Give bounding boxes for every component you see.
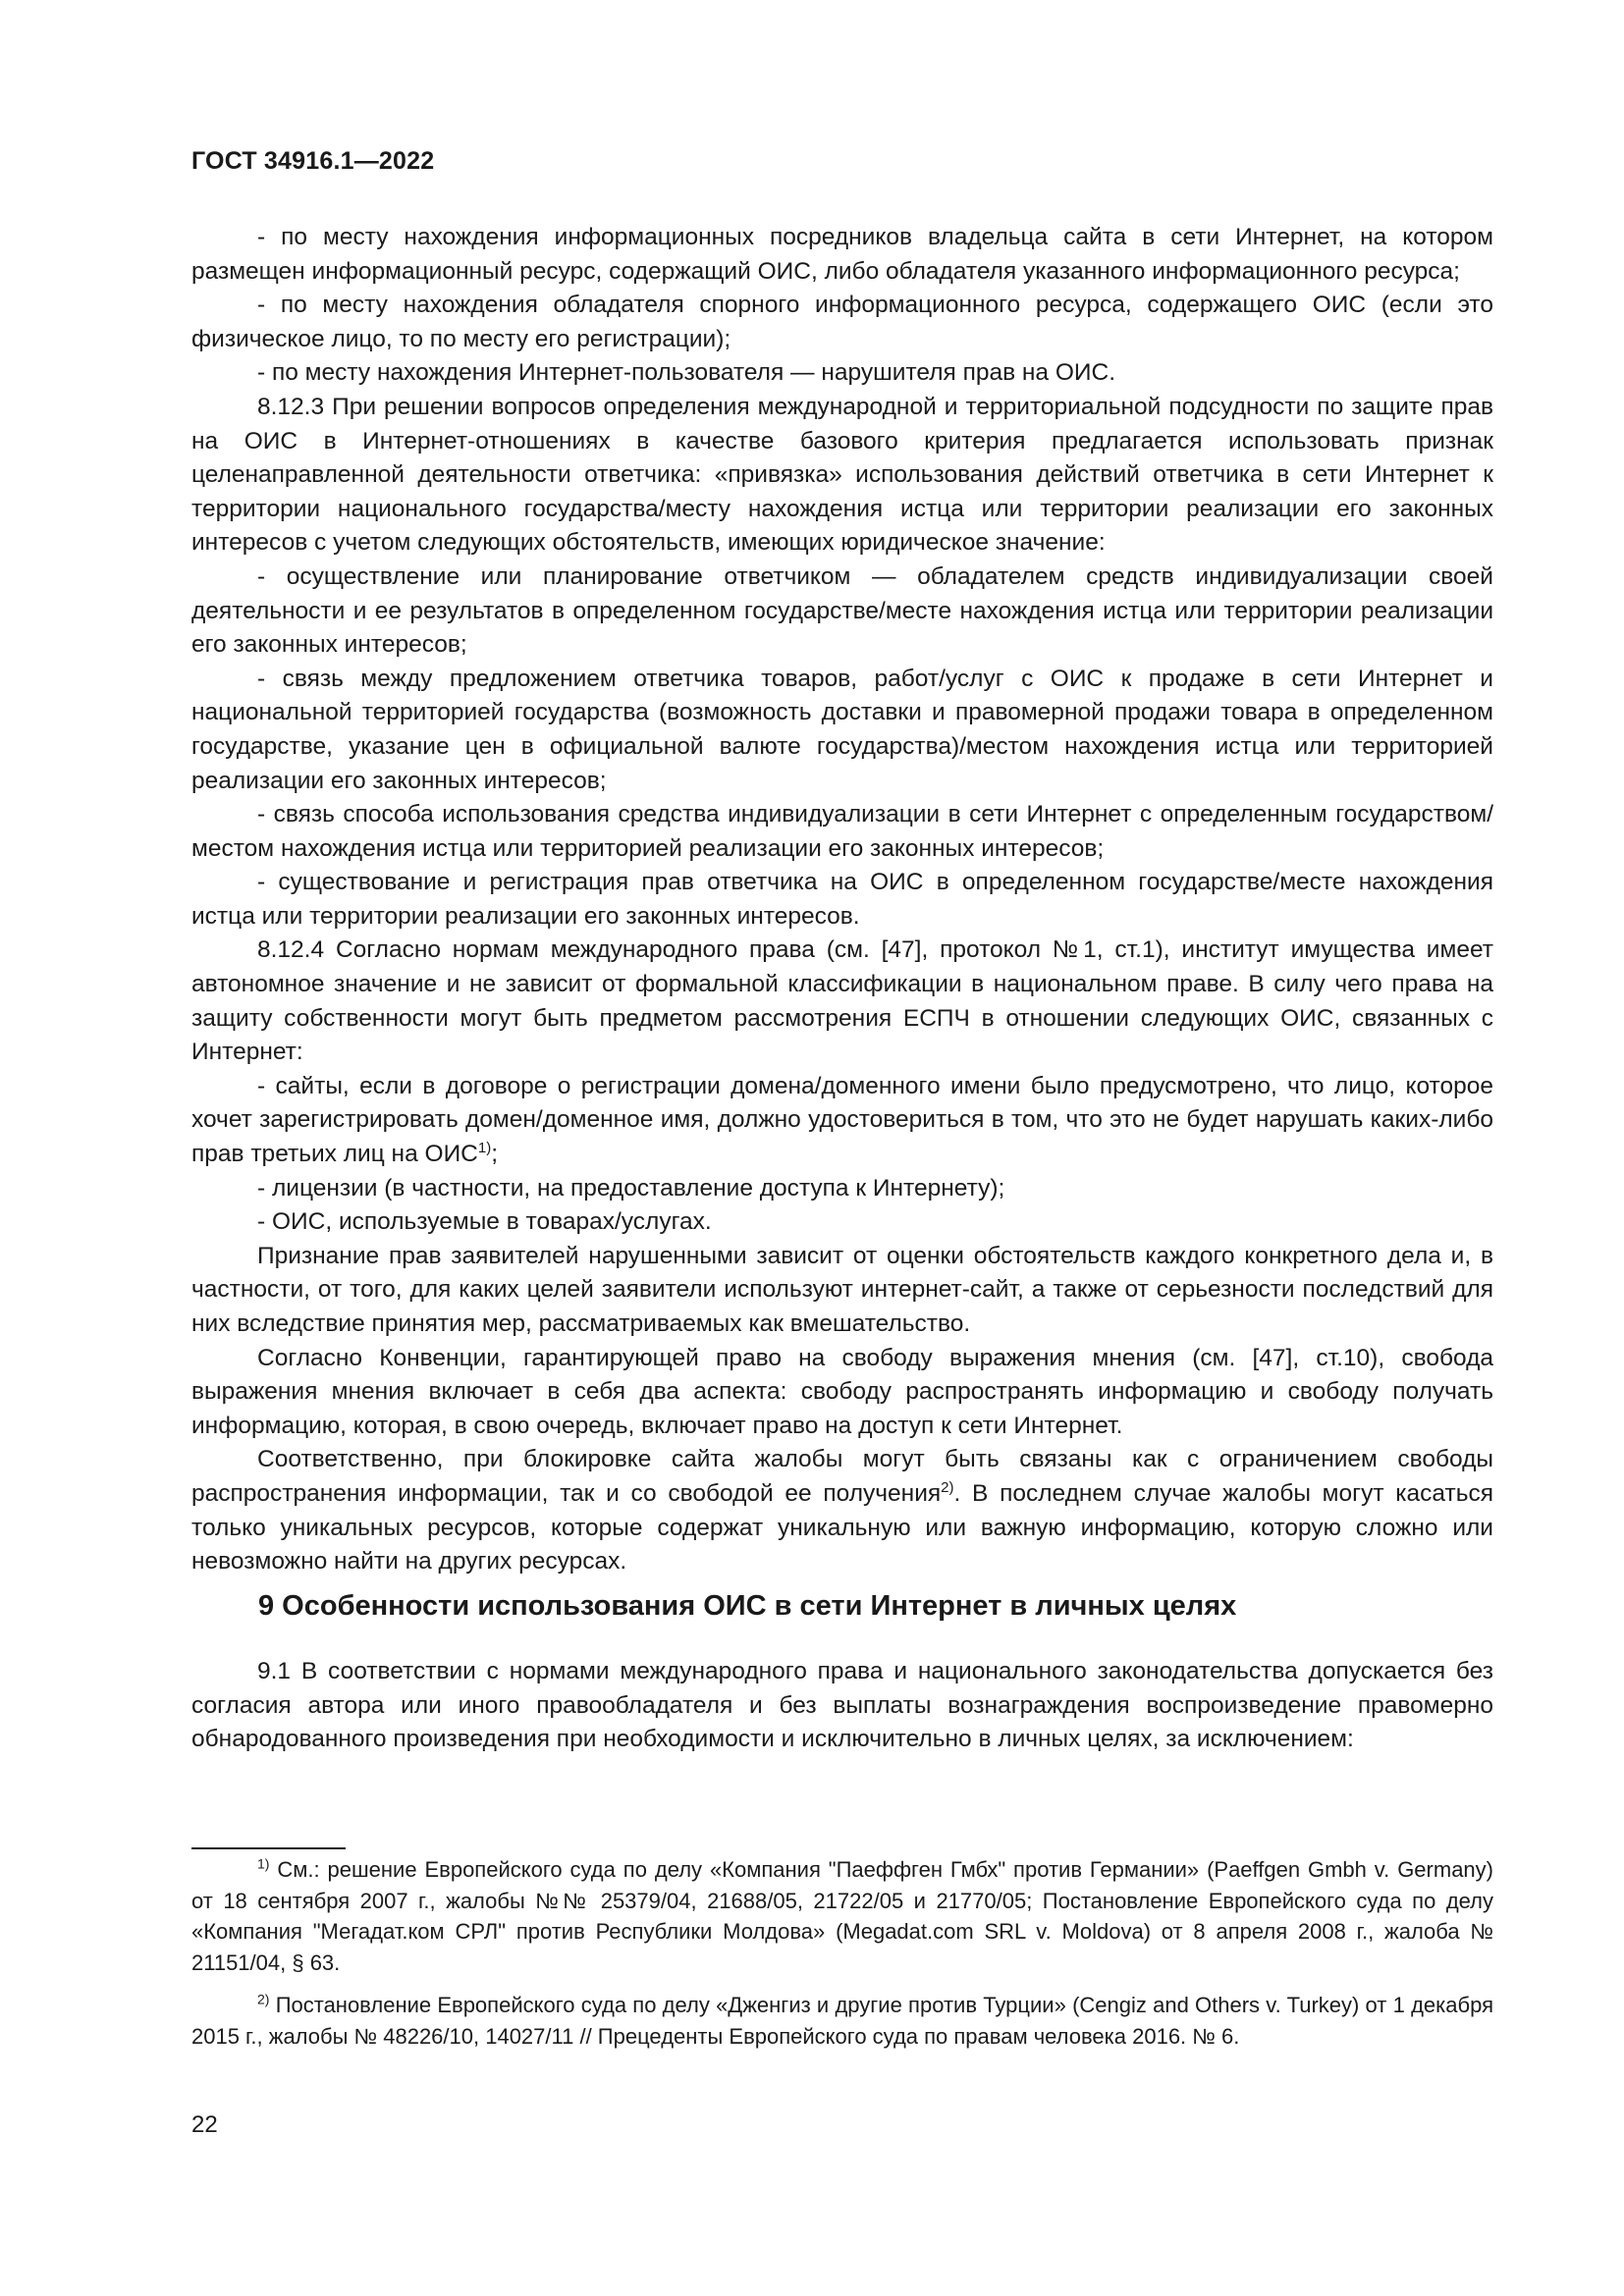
paragraph: - по месту нахождения Интернет-пользователя — нарушителя прав на ОИС. <box>257 359 1116 387</box>
paragraph: Согласно Конвенции, гарантирующей право на свободу выражения мнения (см. [47], ст.10), свобода выражения мнения включает в себя два аспекта: свободу распространять информацию и свободу получать информацию, которая, в свою очередь, включает право на доступ к сети Интернет. <box>191 1344 1493 1439</box>
paragraph: - лицензии (в частности, на предоставление доступа к Интернету); <box>257 1174 1005 1201</box>
footnote-mark: 1) <box>257 1855 270 1872</box>
paragraph-text: - сайты, если в договоре о регистрации домена/доменного имени было предусмотрено, что лицо, которое хочет зарегистрировать домен/доменное имя, должно удостовериться в том, что это не будет нарушать каких-либо прав третьих лиц на ОИС <box>191 1072 1493 1168</box>
footnote-reference: 1) <box>477 1139 492 1156</box>
footnote <box>191 1854 1493 1978</box>
footnote-text: Постановление Европейского суда по делу «Дженгиз и другие против Турции» (Cengiz and Others v. Turkey) от 1 декабря 2015 г., жалобы № 48226/10, 14027/11 // Прецеденты Европейского суда по правам человека 2016. № 6. <box>191 1993 1493 2049</box>
paragraph: - по месту нахождения информационных посредников владельца сайта в сети Интернет, на котором размещен информационный ресурс, содержащий ОИС, либо обладателя указанного информационного ресурса; <box>191 224 1493 285</box>
paragraph-blocking <box>191 1443 1493 1578</box>
page-number: 22 <box>191 2111 218 2138</box>
paragraph: - связь способа использования средства индивидуализации в сети Интернет с определенным государством/местом нахождения истца или территорией реализации его законных интересов; <box>191 801 1493 862</box>
footnote-text: См.: решение Европейского суда по делу «Компания "Паеффген Гмбх" против Германии» (Paeffgen Gmbh v. Germany) от 18 сентября 2007 г., жалобы №№ 25379/04, 21688/05, 21722/05 и 21770/05; Постановление Европейского суда по делу «Компания "Мегадат.ком СРЛ" против Республики Молдова» (Megadat.com SRL v. Moldova) от 8 апреля 2008 г., жалоба № 21151/04, § 63. <box>191 1857 1493 1975</box>
paragraph-sites <box>191 1070 1493 1172</box>
standard-code-header: ГОСТ 34916.1—2022 <box>191 147 435 175</box>
section-heading: 9 Особенности использования ОИС в сети Интернет в личных целях <box>258 1590 1237 1622</box>
paragraph-tail: ; <box>491 1141 499 1168</box>
paragraph-text: Соответственно, при блокировке сайта жалобы могут быть связаны как с ограничением свободы распространения информации, так и со свободой ее получения <box>191 1446 1493 1507</box>
footnote-separator <box>191 1847 346 1849</box>
section-9-text <box>191 1655 1493 1757</box>
paragraph: 8.12.4 Согласно нормам международного права (см. [47], протокол №1, ст.1), институт имущества имеет автономное значение и не зависит от формальной классификации в национальном праве. В силу чего права на защиту собственности могут быть предметом рассмотрения ЕСПЧ в отношении следующих ОИС, связанных с Интернет: <box>191 936 1493 1066</box>
paragraph: - осуществление или планирование ответчиком — обладателем средств индивидуализации своей деятельности и ее результатов в определенном государстве/месте нахождения истца или территории реализации его законных интересов; <box>191 562 1493 659</box>
paragraph: - существование и регистрация прав ответчика на ОИС в определенном государстве/месте нахождения истца или территории реализации его законных интересов. <box>191 869 1493 930</box>
footnote-mark: 2) <box>257 1991 270 2007</box>
paragraph: 9.1 В соответствии с нормами международного права и национального законодательства допускается без согласия автора или иного правообладателя и без выплаты вознаграждения воспроизведение правомерно обнародованного произведения при необходимости и исключительно в личных целях, за исключением: <box>191 1658 1493 1753</box>
paragraph: - по месту нахождения обладателя спорного информационного ресурса, содержащего ОИС (если это физическое лицо, то по месту его регистрации); <box>191 292 1493 352</box>
paragraph: 8.12.3 При решении вопросов определения международной и территориальной подсудности по защите прав на ОИС в Интернет-отношениях в качестве базового критерия предлагается использовать признак целенаправленной деятельности ответчика: «привязка» использования действий ответчика в сети Интернет к территории национального государства/месту нахождения истца или территории реализации его законных интересов с учетом следующих обстоятельств, имеющих юридическое значение: <box>191 393 1493 557</box>
footnote-reference: 2) <box>941 1478 954 1496</box>
paragraph-tail: . В последнем случае жалобы могут касаться только уникальных ресурсов, которые содержат уникальную или важную информацию, которую сложно или невозможно найти на других ресурсах. <box>191 1479 1493 1575</box>
paragraph: - связь между предложением ответчика товаров, работ/услуг с ОИС к продаже в сети Интернет и национальной территорией государства (возможность доставки и правомерной продажи товара в определенном государстве, указание цен в официальной валюте государства)/местом нахождения истца или территорией реализации его законных интересов; <box>191 665 1493 794</box>
paragraph: - ОИС, используемые в товарах/услугах. <box>257 1208 712 1236</box>
footnote <box>191 1990 1493 2052</box>
paragraph: Признание прав заявителей нарушенными зависит от оценки обстоятельств каждого конкретного дела и, в частности, от того, для каких целей заявители используют интернет-сайт, а также от серьезности последствий для них вследствие принятия мер, рассматриваемых как вмешательство. <box>191 1242 1493 1337</box>
footnotes <box>191 1854 1493 2063</box>
body-text <box>191 221 1493 1579</box>
